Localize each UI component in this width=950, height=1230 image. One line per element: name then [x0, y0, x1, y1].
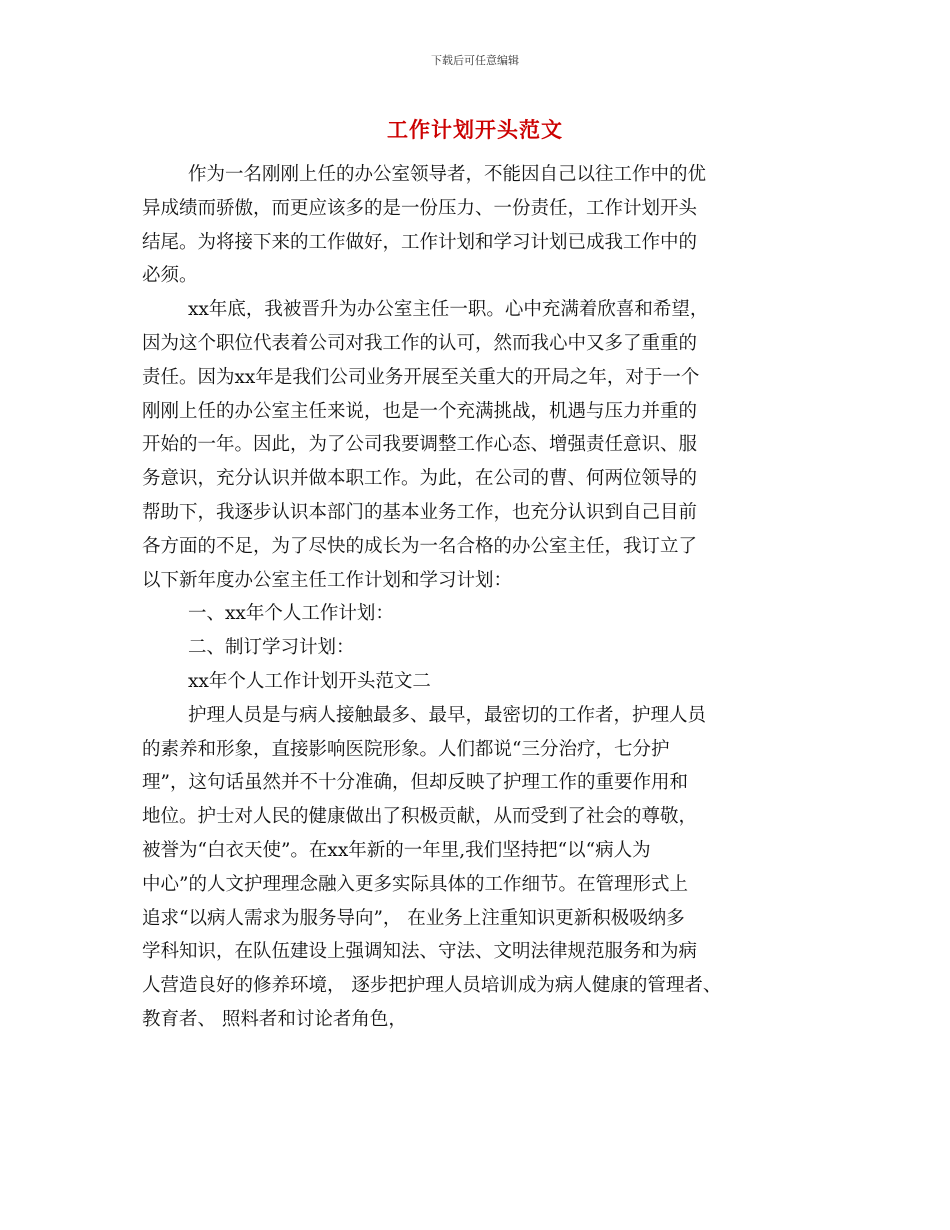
body-line: 学科知识，在队伍建设上强调知法、守法、文明法律规范服务和为病	[142, 941, 698, 963]
body-line: 二、制订学习计划：	[188, 637, 355, 659]
body-line: 作为一名刚刚上任的办公室领导者，不能因自己以往工作中的优	[188, 164, 707, 185]
body-line: 中心”的人文护理理念融入更多实际具体的工作细节。在管理形式上	[142, 873, 688, 895]
body-line: 一、xx年个人工作计划：	[188, 603, 394, 625]
body-line: 必须。	[142, 265, 198, 287]
body-line: 刚刚上任的办公室主任来说，也是一个充满挑战，机遇与压力并重的	[142, 400, 698, 422]
body-line: xx年底，我被晋升为办公室主任一职。心中充满着欣喜和希望，	[188, 299, 709, 321]
body-line: 以下新年度办公室主任工作计划和学习计划：	[142, 569, 513, 591]
body-line: 帮助下，我逐步认识本部门的基本业务工作，也充分认识到自己目前	[142, 501, 698, 523]
header-note: 下载后可任意编辑	[431, 54, 519, 67]
body-line: 教育者、 照料者和讨论者角色，	[142, 1008, 407, 1030]
body-line: 护理人员是与病人接触最多、最早，最密切的工作者，护理人员	[188, 704, 707, 726]
body-line: 地位。护士对人民的健康做出了积极贡献，从而受到了社会的尊敬，	[142, 806, 698, 828]
document-title: 工作计划开头范文	[387, 117, 563, 142]
body-line: 追求“以病人需求为服务导向”， 在业务上注重知识更新积极吸纳多	[142, 907, 685, 929]
body-line: 务意识，充分认识并做本职工作。为此，在公司的曹、何两位领导的	[142, 468, 698, 490]
body-line: 理”，这句话虽然并不十分准确，但却反映了护理工作的重要作用和	[142, 772, 688, 794]
body-line: 责任。因为xx年是我们公司业务开展至关重大的开局之年，对于一个	[142, 366, 700, 388]
body-line: 结尾。为将接下来的工作做好，工作计划和学习计划已成我工作中的	[142, 231, 698, 253]
body-line: 开始的一年。因此，为了公司我要调整工作心态、增强责任意识、服	[142, 434, 698, 456]
body-line: 因为这个职位代表着公司对我工作的认可，然而我心中又多了重重的	[142, 332, 698, 354]
body-line: 各方面的不足，为了尽快的成长为一名合格的办公室主任，我订立了	[142, 535, 698, 557]
body-line: 异成绩而骄傲，而更应该多的是一份压力、一份责任，工作计划开头	[142, 197, 698, 219]
body-line: 人营造良好的修养环境， 逐步把护理人员培训成为病人健康的管理者、	[142, 975, 722, 997]
body-line: xx年个人工作计划开头范文二	[188, 670, 431, 692]
body-line: 被誉为“白衣天使”。在xx年新的一年里,我们坚持把“以“病人为	[142, 839, 651, 861]
body-line: 的素养和形象，直接影响医院形象。人们都说“三分治疗，七分护	[142, 738, 670, 760]
document-body	[142, 158, 822, 1037]
